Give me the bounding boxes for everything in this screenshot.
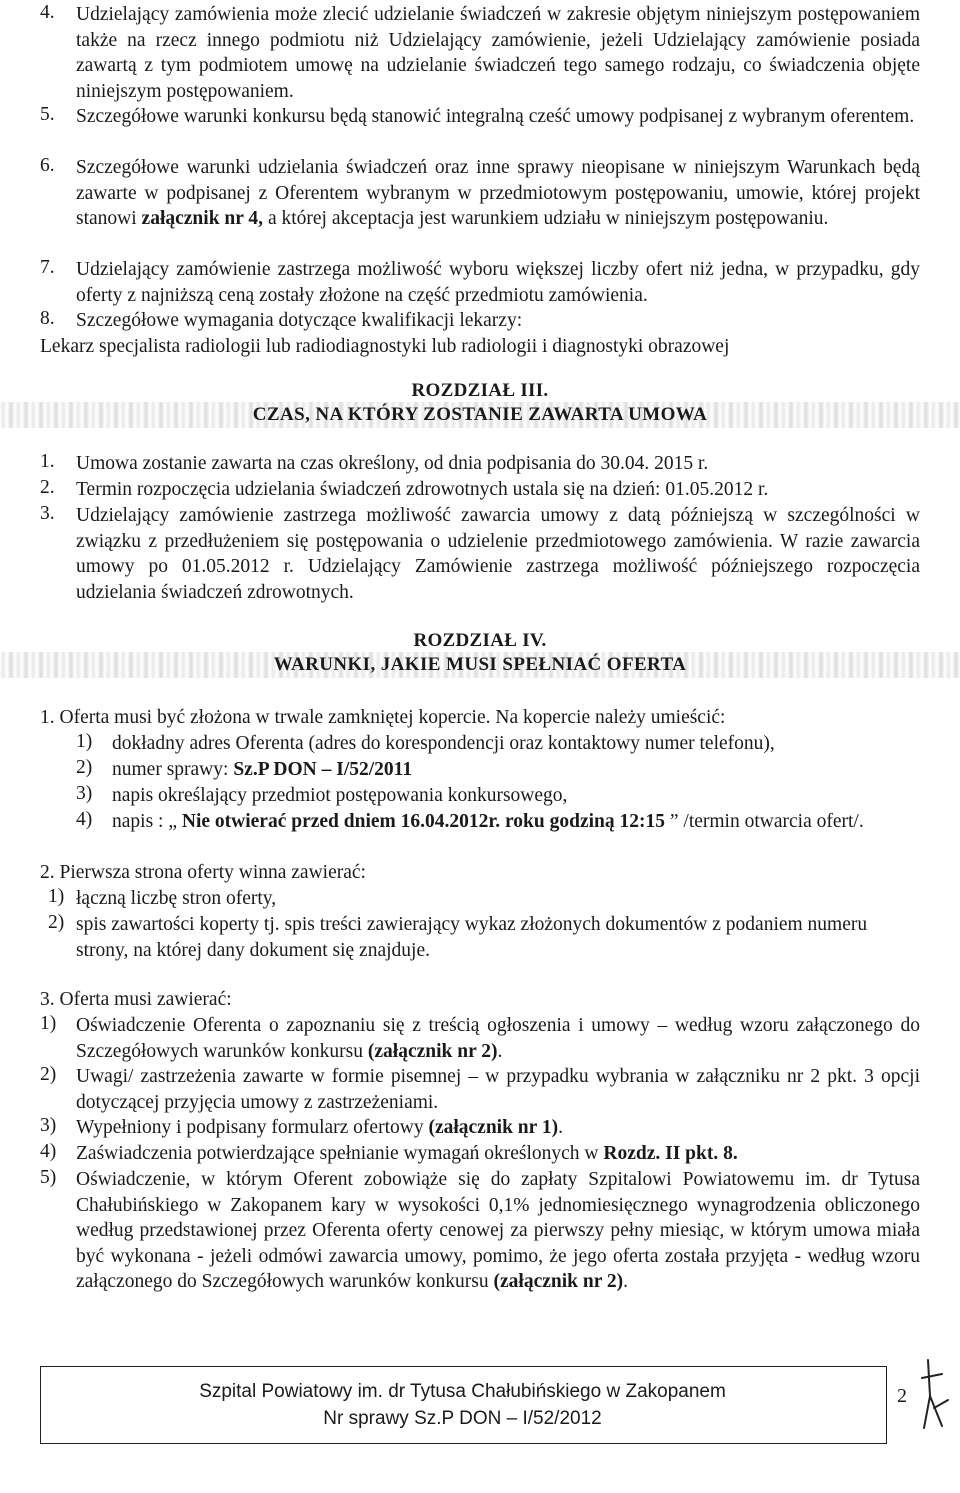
sub-item <box>76 1115 920 1141</box>
item-number: 6. <box>40 155 55 176</box>
sub-item: łączną liczbę stron oferty, <box>76 888 277 909</box>
item-text: Oferta musi zawierać: <box>59 989 232 1010</box>
item-6-text-after: a której akceptacja jest warunkiem udziału w niniejszym postępowaniu. <box>267 208 829 229</box>
sub-item-text: Zaświadczenia potwierdzające spełnianie wymagań określonych w <box>76 1143 599 1164</box>
item-text: Pierwsza strona oferty winna zawierać: <box>59 862 366 883</box>
item-number: 8. <box>40 308 55 329</box>
section-heading: ROZDZIAŁ IV. <box>413 630 547 651</box>
paragraph-item-8 <box>40 308 920 359</box>
item-6-bold: załącznik nr 4, <box>141 208 264 229</box>
sub-item <box>76 1167 920 1295</box>
list-item <box>40 987 920 1013</box>
footer-hospital-name: Szpital Powiatowy im. dr Tytusa Chałubińskiego w Zakopanem <box>199 1381 726 1402</box>
list-item: Termin rozpoczęcia udzielania świadczeń zdrowotnych ustala się na dzień: 01.05.2012 r. <box>76 479 769 500</box>
sub-item-number: 2) <box>76 757 93 778</box>
item-number: 7. <box>40 257 55 278</box>
item-number: 1. <box>40 707 55 728</box>
item-text: Oferta musi być złożona w trwale zamkniętej kopercie. Na kopercie należy umieścić: <box>59 707 726 728</box>
item-number: 5. <box>40 104 55 125</box>
attachment-ref: (załącznik nr 2) <box>367 1040 498 1062</box>
sub-item-number: 1) <box>76 731 93 752</box>
list-item <box>40 860 920 886</box>
sub-item-text: Oświadczenie Oferenta o zapoznaniu się z treścią ogłoszenia i umowy – według wzoru załączonego do Szczegółowych warunków konkursu <box>76 1015 920 1062</box>
list-item: Umowa zostanie zawarta na czas określony, od dnia podpisania do 30.04. 2015 r. <box>76 453 709 474</box>
case-number: Sz.P DON – I/52/2011 <box>233 759 413 780</box>
attachment-ref: (załącznik nr 1) <box>428 1117 559 1138</box>
section-title: CZAS, NA KTÓRY ZOSTANIE ZAWARTA UMOWA <box>252 404 708 425</box>
handwritten-initial <box>918 1356 954 1436</box>
paragraph-item-4: Udzielający zamówienia może zlecić udzielanie świadczeń w zakresie objętym niniejszym postępowaniem także na rzecz innego podmiotu niż Udzielający zamówienie, jeżeli Udzielający zamówienie posiada zawartą z tym podmiotem umowę na udzielanie świadczeń tego samego rodzaju, co świadczenia objęte niniejszym postępowaniem. <box>76 4 920 102</box>
sub-item: Uwagi/ zastrzeżenia zawarte w formie pisemnej – w przypadku wybrania w załączniku nr 2 pkt. 3 opcji dotyczącej przyjęcia umowy z zastrzeżeniami. <box>76 1066 920 1113</box>
chapter-ref: Rozdz. II pkt. 8. <box>603 1143 738 1164</box>
item-number: 3. <box>40 989 55 1010</box>
sub-item-number: 5) <box>40 1167 57 1188</box>
sub-item-number: 1) <box>40 1013 57 1034</box>
item-number: 1. <box>40 451 55 472</box>
item-number: 2. <box>40 862 55 883</box>
sub-item <box>76 1141 920 1167</box>
page-number: 2 <box>897 1385 907 1407</box>
sub-item <box>112 757 920 783</box>
item-8-line: Lekarz specjalista radiologii lub radiodiagnostyki lub radiologii i diagnostyki obrazowej <box>40 335 730 357</box>
paragraph-item-6 <box>76 155 920 232</box>
footer-box <box>40 1366 887 1444</box>
sub-item-text-after: . <box>623 1271 629 1292</box>
sub-item-number: 3) <box>76 783 93 804</box>
sub-item-number: 4) <box>40 1141 57 1162</box>
sub-item-number: 4) <box>76 809 93 830</box>
item-number: 2. <box>40 477 55 498</box>
sub-item-text: Wypełniony i podpisany formularz ofertowy <box>76 1117 424 1138</box>
item-8-line: Szczegółowe wymagania dotyczące kwalifikacji lekarzy: <box>76 310 523 331</box>
sub-item: napis określający przedmiot postępowania konkursowego, <box>112 785 568 806</box>
envelope-label: Nie otwierać przed dniem 16.04.2012r. roku godziną 12:15 <box>181 811 665 832</box>
paragraph-item-7: Udzielający zamówienie zastrzega możliwość wyboru większej liczby ofert niż jedna, w przypadku, gdy oferty z najniższą ceną zostały złożone na część przedmiotu zamówienia. <box>76 259 920 306</box>
sub-item-text: napis : „ <box>112 811 177 832</box>
section-heading: ROZDZIAŁ III. <box>411 380 549 401</box>
sub-item <box>112 809 920 835</box>
sub-item-text-after: . <box>558 1117 563 1138</box>
sub-item-text: Oświadczenie, w którym Oferent zobowiąże się do zapłaty Szpitalowi Powiatowemu im. dr Tytusa Chałubińskiego w Zakopanem kary w wysokości 0,1% jednomiesięcznego wynagrodzenia obliczonego według przedstawionej przez Oferenta oferty cenowej za pierwszy pełny miesiąc, w którym umowa miała być wykonana - jeżeli odmówi zawarcia umowy, pomimo, że jego oferta została przyjęta - według wzoru załączonego do Szczegółowych warunków konkursu <box>76 1169 920 1292</box>
sub-item <box>76 1013 920 1064</box>
item-6-text: Szczegółowe warunki udzielania świadczeń oraz inne sprawy nieopisane w niniejszym Warunkach będą zawarte w podpisanej z Oferentem wybranym w przedmiotowym postępowaniu, umowie, której projekt stanowi <box>76 157 920 229</box>
sub-item-text-after: ” /termin otwarcia ofert/. <box>669 811 864 832</box>
attachment-ref: (załącznik nr 2) <box>493 1271 624 1292</box>
section-title: WARUNKI, JAKIE MUSI SPEŁNIAĆ OFERTA <box>273 654 687 675</box>
sub-item-number: 1) <box>48 886 65 907</box>
sub-item: spis zawartości koperty tj. spis treści zawierający wykaz złożonych dokumentów z podaniem numeru strony, na której dany dokument się znajduje. <box>76 914 868 961</box>
sub-item-number: 2) <box>48 912 65 933</box>
paragraph-item-5: Szczegółowe warunki konkursu będą stanowić integralną cześć umowy podpisanej z wybranym oferentem. <box>76 106 915 127</box>
footer-case-number: Nr sprawy Sz.P DON – I/52/2012 <box>323 1408 602 1429</box>
item-number: 3. <box>40 503 55 524</box>
sub-item-text-after: . <box>497 1040 503 1062</box>
sub-item-number: 2) <box>40 1064 57 1085</box>
item-number: 4. <box>40 2 55 23</box>
sub-item-number: 3) <box>40 1115 57 1136</box>
sub-item-text: numer sprawy: <box>112 759 229 780</box>
sub-item: dokładny adres Oferenta (adres do korespondencji oraz kontaktowy numer telefonu), <box>112 733 775 754</box>
list-item <box>40 705 920 731</box>
list-item: Udzielający zamówienie zastrzega możliwość zawarcia umowy z datą późniejszą w szczególności w związku z przedłużeniem się postępowania o udzielenie przedmiotowego zamówienia. W razie zawarcia umowy po 01.05.2012 r. Udzielający Zamówienie zastrzega możliwość późniejszego rozpoczęcia udzielania świadczeń zdrowotnych. <box>76 505 920 603</box>
